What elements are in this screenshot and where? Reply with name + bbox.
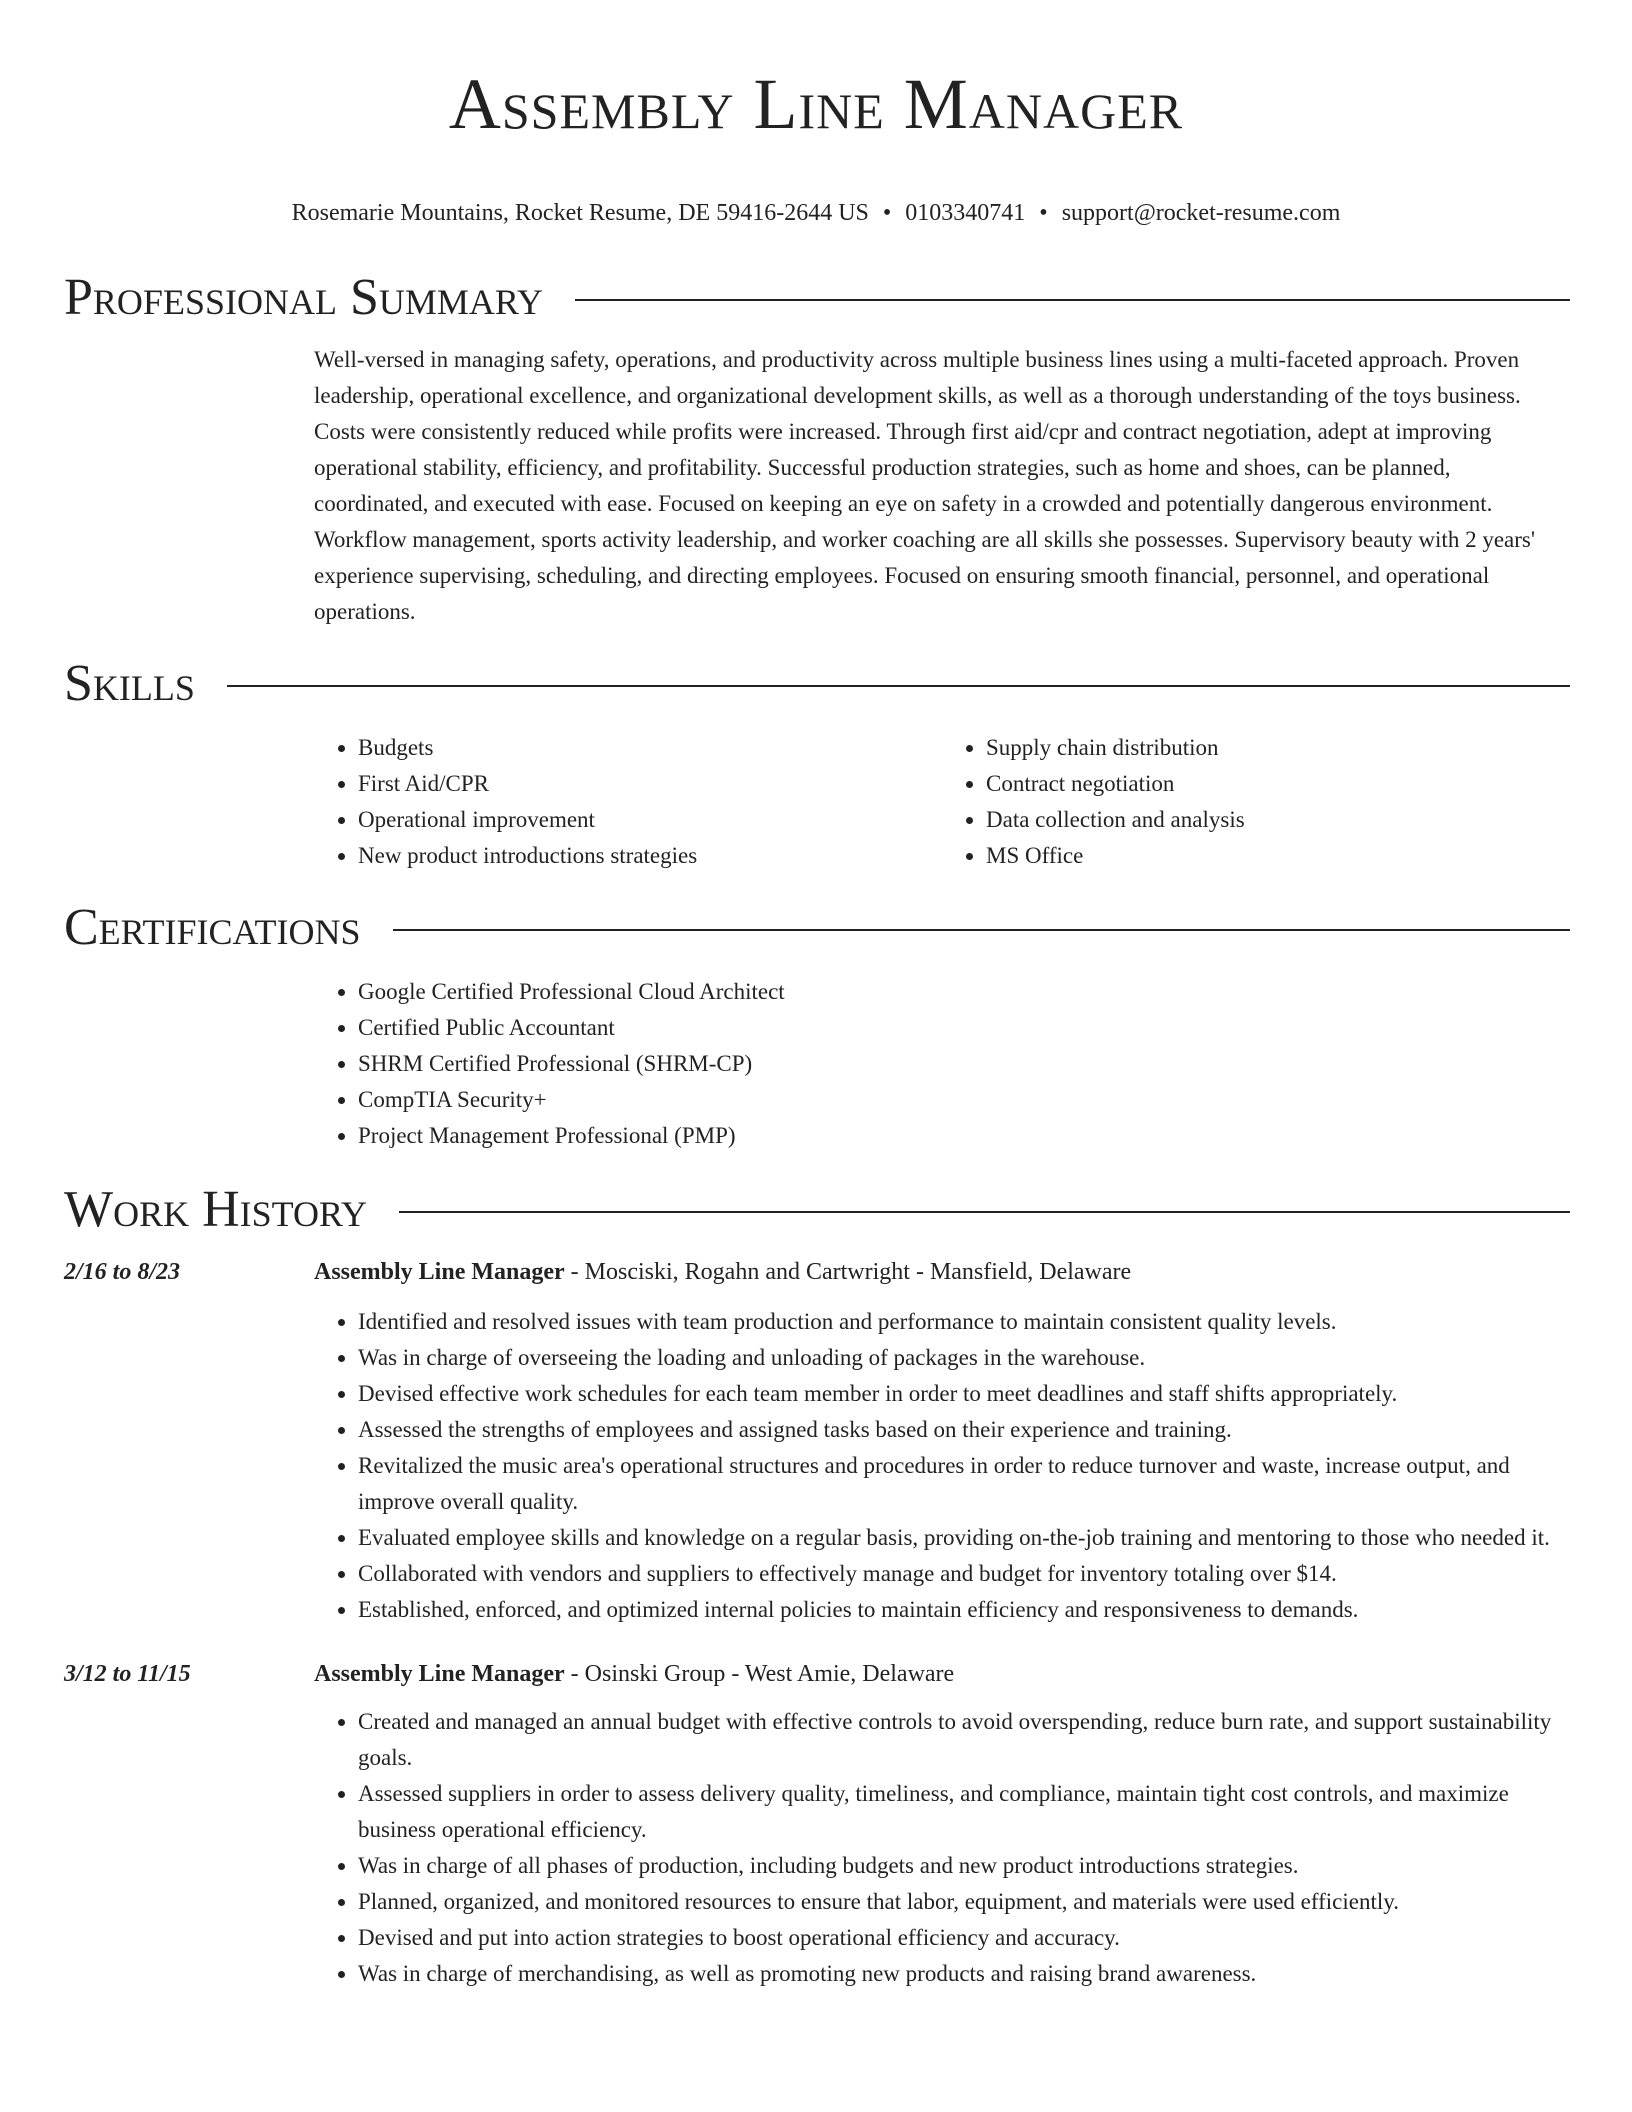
skills-title: Skills <box>64 655 195 712</box>
work-section-header <box>64 1178 1570 1242</box>
duty-item: • Assessed the strengths of employees and assigned tasks based on their experience and training. <box>358 1412 1570 1448</box>
section-divider <box>227 685 1570 687</box>
skill-item: • New product introductions strategies <box>358 838 942 874</box>
duty-item: • Revitalized the music area's operational structures and procedures in order to reduce turnover and waste, increase output, and improve overall quality. <box>358 1448 1570 1520</box>
certification-item: • Certified Public Accountant <box>358 1010 1570 1046</box>
job-header <box>64 1656 1570 1692</box>
certifications-list <box>314 974 1570 1154</box>
section-divider <box>399 1211 1570 1213</box>
section-divider <box>393 929 1570 931</box>
skill-item: • Operational improvement <box>358 802 942 838</box>
certification-item: • Google Certified Professional Cloud Architect <box>358 974 1570 1010</box>
address: Rosemarie Mountains, Rocket Resume, DE 59416-2644 US <box>291 200 869 226</box>
duty-item: • Was in charge of merchandising, as well as promoting new products and raising brand awareness. <box>358 1956 1570 1992</box>
skills-section-header <box>64 652 1570 716</box>
certification-item: • SHRM Certified Professional (SHRM-CP) <box>358 1046 1570 1082</box>
duty-item: • Created and managed an annual budget with effective controls to avoid overspending, reduce burn rate, and support sustainability goals. <box>358 1704 1570 1776</box>
contact-line <box>0 198 1632 228</box>
skills-list-right <box>942 730 1570 874</box>
duty-item: • Established, enforced, and optimized internal policies to maintain efficiency and responsiveness to demands. <box>358 1592 1570 1628</box>
duty-item: • Was in charge of overseeing the loading and unloading of packages in the warehouse. <box>358 1340 1570 1376</box>
duty-item: • Planned, organized, and monitored resources to ensure that labor, equipment, and materials were used efficiently. <box>358 1884 1570 1920</box>
skill-item: • First Aid/CPR <box>358 766 942 802</box>
certifications-title: Certifications <box>64 899 361 956</box>
section-divider <box>575 299 1570 301</box>
job-dates: 3/12 to 11/15 <box>64 1661 191 1687</box>
summary-section-header <box>64 266 1570 330</box>
resume-name: Assembly Line Manager <box>448 64 1184 144</box>
duty-item: • Devised and put into action strategies to boost operational efficiency and accuracy. <box>358 1920 1570 1956</box>
job-title: Assembly Line Manager <box>314 1259 565 1285</box>
skill-item: • Budgets <box>358 730 942 766</box>
skills-grid <box>314 730 1570 874</box>
job-duties-list <box>314 1704 1570 1992</box>
skill-item: • MS Office <box>986 838 1570 874</box>
duty-item: • Was in charge of all phases of production, including budgets and new product introductions strategies. <box>358 1848 1570 1884</box>
job-employer: - Mosciski, Rogahn and Cartwright - Mansfield, Delaware <box>564 1259 1132 1285</box>
job-duties-list <box>314 1304 1570 1628</box>
duty-item: • Devised effective work schedules for each team member in order to meet deadlines and staff shifts appropriately. <box>358 1376 1570 1412</box>
job-title: Assembly Line Manager <box>314 1661 565 1687</box>
work-title: Work History <box>64 1181 368 1238</box>
certification-item: • Project Management Professional (PMP) <box>358 1118 1570 1154</box>
certifications-block <box>314 974 1570 1154</box>
skill-item: • Contract negotiation <box>986 766 1570 802</box>
duty-item: • Evaluated employee skills and knowledge on a regular basis, providing on-the-job training and mentoring to those who needed it. <box>358 1520 1570 1556</box>
job-duties <box>314 1304 1570 1628</box>
job-title-line <box>314 1656 954 1692</box>
job-header <box>64 1254 1570 1290</box>
certification-item: • CompTIA Security+ <box>358 1082 1570 1118</box>
skill-item: • Supply chain distribution <box>986 730 1570 766</box>
skills-list-left <box>314 730 942 874</box>
duty-item: • Identified and resolved issues with team production and performance to maintain consistent quality levels. <box>358 1304 1570 1340</box>
duty-item: • Assessed suppliers in order to assess delivery quality, timeliness, and compliance, maintain tight cost controls, and maximize business operational efficiency. <box>358 1776 1570 1848</box>
job-employer: - Osinski Group - West Amie, Delaware <box>564 1661 955 1687</box>
phone: 0103340741 <box>905 200 1026 226</box>
separator-dot: • <box>1039 200 1048 226</box>
duty-item: • Collaborated with vendors and suppliers to effectively manage and budget for inventory totaling over $14. <box>358 1556 1570 1592</box>
summary-title: Professional Summary <box>64 269 543 326</box>
certifications-section-header <box>64 896 1570 960</box>
job-dates: 2/16 to 8/23 <box>64 1259 181 1285</box>
job-duties <box>314 1704 1570 1992</box>
summary-text: Well-versed in managing safety, operations, and productivity across multiple business lines using a multi-faceted approach. Proven leadership, operational excellence, and organizational development skills, as well as a thorough understanding of the toys business. Costs were consistently reduced while profits were increased. Through first aid/cpr and contract negotiation, adept at improving operational stability, efficiency, and profitability. Successful production strategies, such as home and shoes, can be planned, coordinated, and executed with ease. Focused on keeping an eye on safety in a crowded and potentially dangerous environment. Workflow management, sports activity leadership, and worker coaching are all skills she possesses. Supervisory beauty with 2 years' experience supervising, scheduling, and directing employees. Focused on ensuring smooth financial, personnel, and operational operations. <box>314 347 1535 624</box>
email: support@rocket-resume.com <box>1061 200 1341 226</box>
skill-item: • Data collection and analysis <box>986 802 1570 838</box>
separator-dot: • <box>882 200 892 226</box>
job-title-line <box>314 1254 1131 1290</box>
